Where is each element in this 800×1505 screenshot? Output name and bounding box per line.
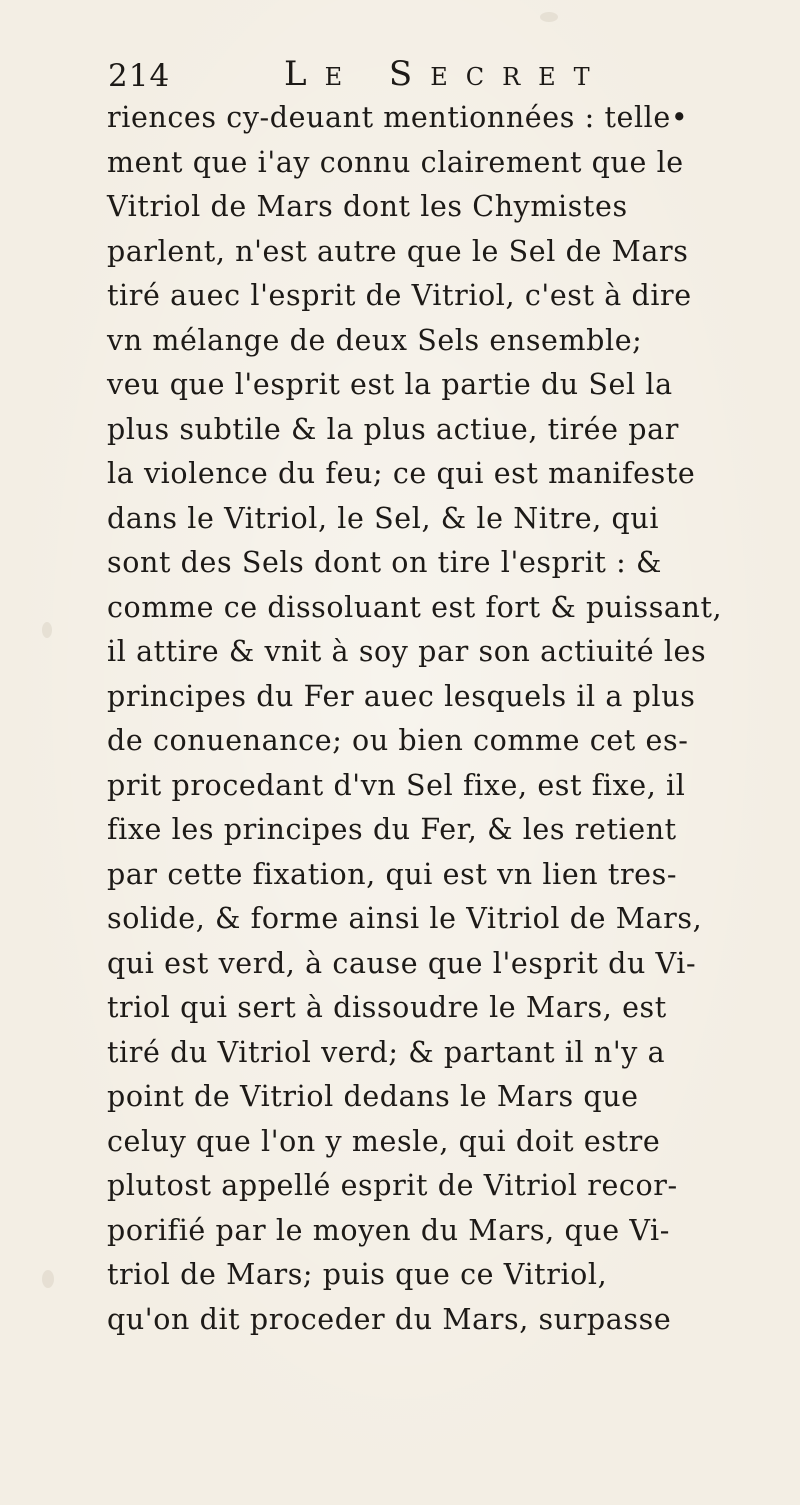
text-line: point de Vitriol dedans le Mars que [107,1080,639,1113]
page-number: 214 [108,58,171,94]
text-line: de conuenance; ou bien comme cet es- [107,724,689,757]
text-line: comme ce dissoluant est fort & puissant, [107,590,723,624]
text-line: qu'on dit proceder du Mars, surpasse [107,1302,672,1336]
text-line: prit procedant d'vn Sel fixe, est fixe, il [107,768,686,802]
text-line: plus subtile & la plus actiue, tirée par [107,412,679,446]
text-line: principes du Fer auec lesquels il a plus [107,679,696,713]
text-line: parlent, n'est autre que le Sel de Mars [107,234,689,268]
text-line: tiré auec l'esprit de Vitriol, c'est à dire [107,279,692,312]
text-line: solide, & forme ainsi le Vitriol de Mars, [107,902,703,935]
text-line: il attire & vnit à soy par son actiuité les [107,635,707,668]
text-line: celuy que l'on y mesle, qui doit estre [107,1124,661,1158]
text-line: porifié par le moyen du Mars, que Vi- [107,1213,671,1247]
text-line: la violence du feu; ce qui est manifeste [107,457,696,490]
paper-stain [42,1270,54,1288]
paper-stain [42,622,52,638]
text-line: vn mélange de deux Sels ensemble; [107,323,643,357]
text-line: ment que i'ay connu clairement que le [107,145,684,179]
page-header [108,54,708,94]
text-line: dans le Vitriol, le Sel, & le Nitre, qui [107,501,660,535]
text-line: fixe les principes du Fer, & les retient [107,813,677,846]
running-head: Le Secret [284,54,608,94]
text-line: qui est verd, à cause que l'esprit du Vi- [107,946,697,980]
text-line: triol qui sert à dissoudre le Mars, est [107,991,667,1024]
text-line: Vitriol de Mars dont les Chymistes [107,190,628,223]
text-line: par cette fixation, qui est vn lien tres- [107,857,678,891]
text-line: sont des Sels dont on tire l'esprit : & [107,546,662,579]
text-line: riences cy-deuant mentionnées : telle• [107,101,689,134]
text-line: triol de Mars; puis que ce Vitriol, [107,1258,608,1291]
paper-stain [540,12,558,22]
text-line: tiré du Vitriol verd; & partant il n'y a [107,1035,666,1069]
text-line: plutost appellé esprit de Vitriol recor- [107,1169,678,1202]
body-text [107,96,777,1342]
text-line: veu que l'esprit est la partie du Sel la [107,368,673,401]
